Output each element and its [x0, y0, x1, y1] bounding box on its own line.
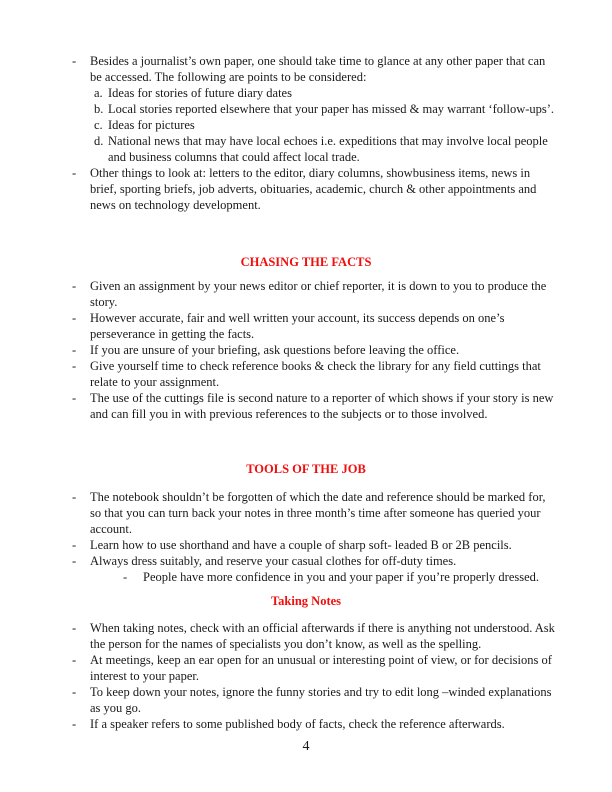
page-number: 4 — [302, 739, 310, 754]
alpha-list-item — [54, 85, 558, 101]
bullet-item — [54, 53, 558, 85]
dash-bullet-marker: - — [72, 311, 77, 325]
bullet-text: Learn how to use shorthand and have a couple of sharp soft- leaded B or 2B pencils. — [90, 538, 512, 552]
bullet-item — [54, 278, 558, 310]
dash-bullet-marker: - — [123, 570, 128, 584]
alpha-marker: b. — [94, 102, 104, 116]
bullet-text: Always dress suitably, and reserve your casual clothes for off-duty times. — [90, 554, 457, 568]
section-heading-taking-notes: Taking Notes — [270, 594, 342, 608]
sub-bullet-text: People have more confidence in you and your paper if you’re properly dressed. — [143, 570, 540, 584]
bullet-item — [54, 165, 558, 213]
alpha-marker: d. — [94, 134, 104, 148]
bullet-text: To keep down your notes, ignore the funny stories and try to edit long –winded explanations as you go. — [90, 685, 552, 715]
page-content — [54, 53, 558, 756]
bullet-text: Given an assignment by your news editor or chief reporter, it is down to you to produce the story. — [90, 279, 547, 309]
bullet-item — [54, 310, 558, 342]
bullet-item — [54, 684, 558, 716]
bullet-item — [54, 537, 558, 553]
alpha-list-item — [54, 101, 558, 117]
dash-bullet-marker: - — [72, 279, 77, 293]
bullet-item — [54, 553, 558, 569]
dash-bullet-marker: - — [72, 359, 77, 373]
dash-bullet-marker: - — [72, 343, 77, 357]
bullet-text: If you are unsure of your briefing, ask questions before leaving the office. — [90, 343, 460, 357]
alpha-list-item — [54, 133, 558, 165]
dash-bullet-marker: - — [72, 717, 77, 731]
bullet-item — [54, 716, 558, 732]
bullet-text: When taking notes, check with an official afterwards if there is anything not understood. Ask the person for the names of specialists you don’t know, as well as the spelling. — [90, 621, 555, 651]
dash-bullet-marker: - — [72, 166, 77, 180]
alpha-text: Ideas for stories of future diary dates — [108, 86, 292, 100]
dash-bullet-marker: - — [72, 538, 77, 552]
alpha-text: Ideas for pictures — [108, 118, 195, 132]
bullet-item — [54, 489, 558, 537]
dash-bullet-marker: - — [72, 391, 77, 405]
section-heading-tools-of-the-job: TOOLS OF THE JOB — [246, 462, 366, 476]
bullet-text: Give yourself time to check reference books & check the library for any field cuttings that relate to your assignment. — [90, 359, 541, 389]
bullet-text: Other things to look at: letters to the editor, diary columns, showbusiness items, news in brief, sporting briefs, job adverts, obituaries, academic, church & other appointments and news on technology development. — [90, 166, 537, 212]
alpha-list-item — [54, 117, 558, 133]
dash-bullet-marker: - — [72, 554, 77, 568]
bullet-text: The use of the cuttings file is second nature to a reporter of which shows if your story is new and can fill you in with previous references to the subjects or to those involved. — [90, 391, 554, 421]
bullet-text: If a speaker refers to some published body of facts, check the reference afterwards. — [90, 717, 505, 731]
dash-bullet-marker: - — [72, 653, 77, 667]
bullet-item — [54, 358, 558, 390]
bullet-text: However accurate, fair and well written your account, its success depends on one’s perseverance in getting the facts. — [90, 311, 505, 341]
sub-bullet-item — [54, 569, 558, 585]
dash-bullet-marker: - — [72, 54, 77, 68]
bullet-item — [54, 652, 558, 684]
bullet-text: Besides a journalist’s own paper, one should take time to glance at any other paper that can be accessed. The following are points to be considered: — [90, 54, 546, 84]
bullet-text: The notebook shouldn’t be forgotten of which the date and reference should be marked for, so that you can turn back your notes in three month’s time after someone has queried your account. — [90, 490, 546, 536]
section-heading-chasing-the-facts: CHASING THE FACTS — [240, 255, 372, 269]
alpha-marker: a. — [94, 86, 103, 100]
alpha-text: National news that may have local echoes i.e. expeditions that may involve local people and business columns that could affect local trade. — [108, 134, 548, 164]
dash-bullet-marker: - — [72, 490, 77, 504]
dash-bullet-marker: - — [72, 621, 77, 635]
alpha-marker: c. — [94, 118, 103, 132]
bullet-item — [54, 620, 558, 652]
bullet-text: At meetings, keep an ear open for an unusual or interesting point of view, or for decisions of interest to your paper. — [90, 653, 552, 683]
bullet-item — [54, 342, 558, 358]
bullet-item — [54, 390, 558, 422]
alpha-text: Local stories reported elsewhere that your paper has missed & may warrant ‘follow-ups’. — [108, 102, 555, 116]
dash-bullet-marker: - — [72, 685, 77, 699]
